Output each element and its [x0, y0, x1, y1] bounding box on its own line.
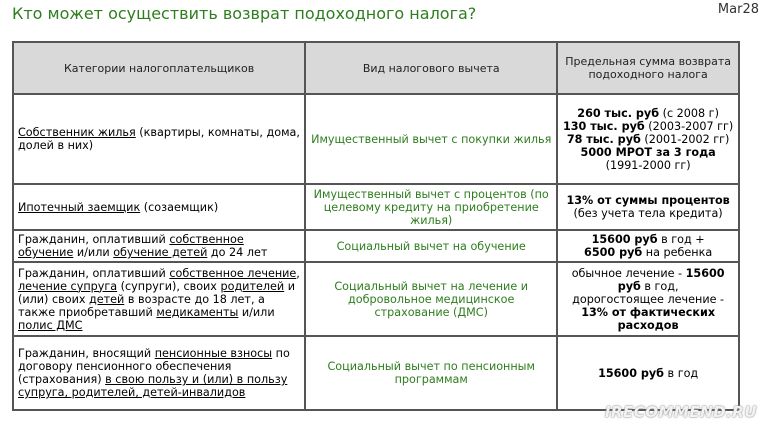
- underlined-text: в свою пользу и (или) в пользу супруга, родителей, детей-инвалидов: [18, 373, 288, 399]
- table-row: [14, 185, 738, 229]
- header-max-amount: Предельная сумма возврата подоходного налога: [558, 43, 738, 93]
- bold-text: 15600 руб: [591, 233, 658, 246]
- category-cell: [14, 337, 304, 409]
- category-cell: [14, 231, 304, 261]
- bold-text: 13% от суммы процентов: [566, 194, 730, 207]
- cell-text: и/или: [238, 305, 275, 319]
- bold-text: 15600 руб: [617, 266, 725, 293]
- cell-text: (1991-2000 гг): [605, 158, 691, 172]
- category-cell: [14, 95, 304, 183]
- category-cell: [14, 185, 304, 229]
- cell-text: в год,: [640, 279, 679, 293]
- cell-text: (2001-2002 гг): [640, 132, 730, 146]
- bold-text: 13% от фактических расходов: [581, 305, 716, 332]
- amount-cell: [558, 185, 738, 229]
- cell-text: обычное лечение -: [571, 266, 686, 280]
- table-row: [14, 95, 738, 183]
- cell-text: (без учета тела кредита): [573, 207, 723, 220]
- deduction-cell: Социальный вычет по пенсионным программам: [306, 337, 556, 409]
- underlined-text: собственное обучение: [18, 233, 244, 259]
- bold-text: 260 тыс. руб: [577, 106, 660, 120]
- cell-text: по договору пенсионного обеспечения (страхования): [18, 347, 290, 386]
- cell-text: на ребенка: [642, 246, 713, 259]
- cell-text: ,: [296, 266, 300, 280]
- table-row: [14, 231, 738, 261]
- underlined-text: пенсионные взносы: [154, 347, 273, 360]
- underlined-text: детей: [89, 292, 125, 306]
- bold-text: 5000 МРОТ за 3 года: [580, 145, 716, 159]
- cell-text: и/или: [73, 246, 114, 259]
- header-categories: Категории налогоплательщиков: [14, 43, 304, 93]
- cell-text: и (или) своих: [18, 279, 295, 306]
- table-row: [14, 337, 738, 409]
- cell-text: Гражданин, вносящий: [18, 347, 155, 360]
- page-title: Кто может осуществить возврат подоходного налога?: [12, 4, 477, 23]
- bold-text: 15600 руб: [598, 366, 664, 380]
- tax-refund-table: [12, 41, 740, 411]
- tax-refund-table-container: [12, 41, 740, 421]
- header-deduction-type: Вид налогового вычета: [306, 43, 556, 93]
- amount-cell: [558, 95, 738, 183]
- underlined-text: Ипотечный заемщик: [18, 200, 141, 214]
- deduction-cell: Социальный вычет на лечение и добровольное медицинское страхование (ДМС): [306, 263, 556, 335]
- bold-text: 130 тыс. руб: [562, 119, 645, 133]
- amount-cell: [558, 231, 738, 261]
- amount-cell: [558, 263, 738, 335]
- cell-text: дорогостоящее лечение -: [572, 292, 725, 306]
- cell-text: до 24 лет: [207, 246, 268, 259]
- cell-text: (созаемщик): [140, 200, 219, 214]
- cell-text: в год: [664, 366, 699, 380]
- table-header-row: [14, 43, 738, 93]
- bold-text: 78 тыс. руб: [566, 132, 641, 146]
- deduction-cell: Имущественный вычет с покупки жилья: [306, 95, 556, 183]
- cell-text: (2003-2007 гг): [644, 119, 734, 133]
- cell-text: Гражданин, оплативший: [18, 233, 170, 246]
- underlined-text: Собственник жилья: [18, 126, 136, 139]
- cell-text: (с 2008 г): [659, 106, 719, 120]
- deduction-cell: Имущественный вычет с процентов (по целевому кредиту на приобретение жилья): [306, 185, 556, 229]
- cell-text: в год +: [657, 233, 705, 246]
- underlined-text: медикаменты: [156, 305, 239, 319]
- bold-text: 6500 руб: [584, 246, 643, 259]
- cell-text: (квартиры, комнаты, дома, долей в них): [18, 126, 300, 152]
- underlined-text: полис ДМС: [18, 318, 83, 332]
- underlined-text: собственное лечение: [169, 266, 297, 280]
- amount-cell: [558, 337, 738, 409]
- underlined-text: обучение детей: [113, 246, 208, 259]
- cell-text: Гражданин, оплативший: [18, 266, 170, 280]
- cell-text: (супруги), своих: [117, 279, 221, 293]
- watermark-logo: IRECOMMEND.RU: [604, 403, 757, 421]
- cell-text: в возрасте до 18 лет, а также приобретавший: [18, 292, 265, 319]
- underlined-text: лечение супруга: [18, 279, 118, 293]
- table-row: [14, 263, 738, 335]
- date-label: Mar28: [717, 2, 759, 17]
- underlined-text: родителей: [220, 279, 285, 293]
- category-cell: [14, 263, 304, 335]
- deduction-cell: Социальный вычет на обучение: [306, 231, 556, 261]
